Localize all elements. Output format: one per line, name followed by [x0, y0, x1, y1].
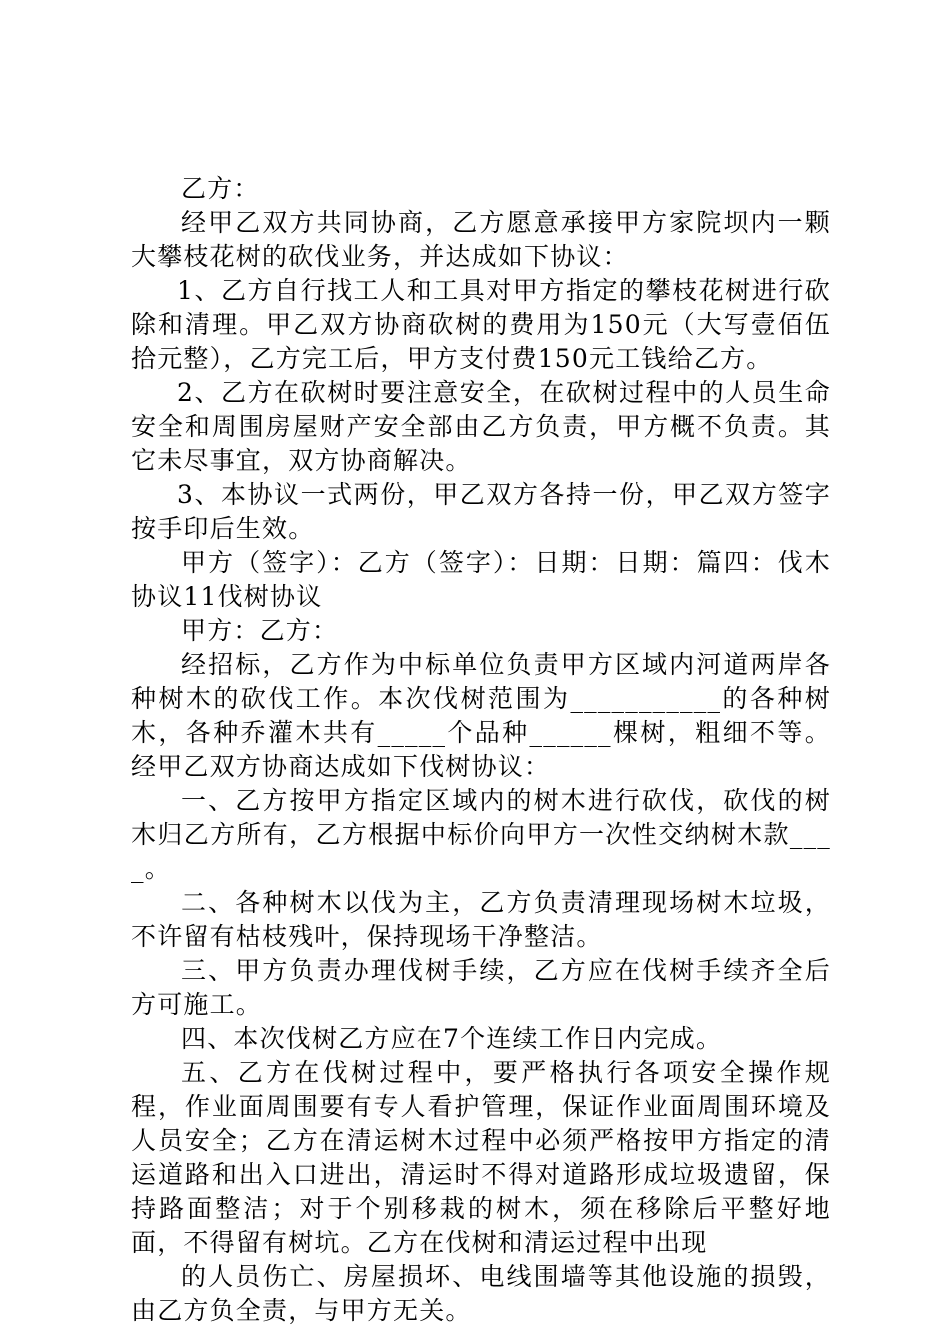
article-five: 五、乙方在伐树过程中，要严格执行各项安全操作规程，作业面周围要有专人看护管理，保证作业面周围环境及人员安全；乙方在清运树木过程中必须严格按甲方指定的清运道路和出入口进出，清运时不得对道路形成垃圾遗留，保持路面整洁；对于个别移栽的树木，须在移除后平整好地面，不得留有树坑。乙方在伐树和清运过程中出现 — [131, 1058, 831, 1257]
clause-2: 2、乙方在砍树时要注意安全，在砍树过程中的人员生命安全和周围房屋财产安全部由乙方负责，甲方概不负责。其它未尽事宜，双方协商解决。 — [131, 378, 831, 475]
intro-paragraph: 经甲乙双方共同协商，乙方愿意承接甲方家院坝内一颗大攀枝花树的砍伐业务，并达成如下协议： — [131, 208, 831, 271]
article-three: 三、甲方负责办理伐树手续，乙方应在伐树手续齐全后方可施工。 — [131, 956, 831, 1019]
document-body — [131, 172, 831, 1328]
party-b-label: 乙方： — [181, 174, 260, 203]
clause-3: 3、本协议一式两份，甲乙双方各持一份，甲乙双方签字按手印后生效。 — [131, 480, 831, 543]
article-four: 四、本次伐树乙方应在7个连续工作日内完成。 — [181, 1024, 723, 1053]
article-one: 一、乙方按甲方指定区域内的树木进行砍伐，砍伐的树木归乙方所有，乙方根据中标价向甲方一次性交纳树木款____。 — [131, 786, 831, 883]
article-five-continued: 的人员伤亡、房屋损坏、电线围墙等其他设施的损毁，由乙方负全责，与甲方无关。 — [131, 1262, 831, 1325]
tender-paragraph: 经招标，乙方作为中标单位负责甲方区域内河道两岸各种树木的砍伐工作。本次伐树范围为___________的各种树木，各种乔灌木共有_____个品种______棵树，粗细不等。经甲乙双方协商达成如下伐树协议： — [131, 650, 831, 781]
clause-1: 1、乙方自行找工人和工具对甲方指定的攀枝花树进行砍除和清理。甲乙双方协商砍树的费用为150元（大写壹佰伍拾元整），乙方完工后，甲方支付费150元工钱给乙方。 — [131, 276, 831, 373]
article-two: 二、各种树木以伐为主，乙方负责清理现场树木垃圾，不许留有枯枝残叶，保持现场干净整洁。 — [131, 888, 831, 951]
signature-line: 甲方（签字）：乙方（签字）：日期：日期：篇四：伐木协议11伐树协议 — [131, 548, 831, 611]
parties-line: 甲方：乙方： — [181, 616, 339, 645]
